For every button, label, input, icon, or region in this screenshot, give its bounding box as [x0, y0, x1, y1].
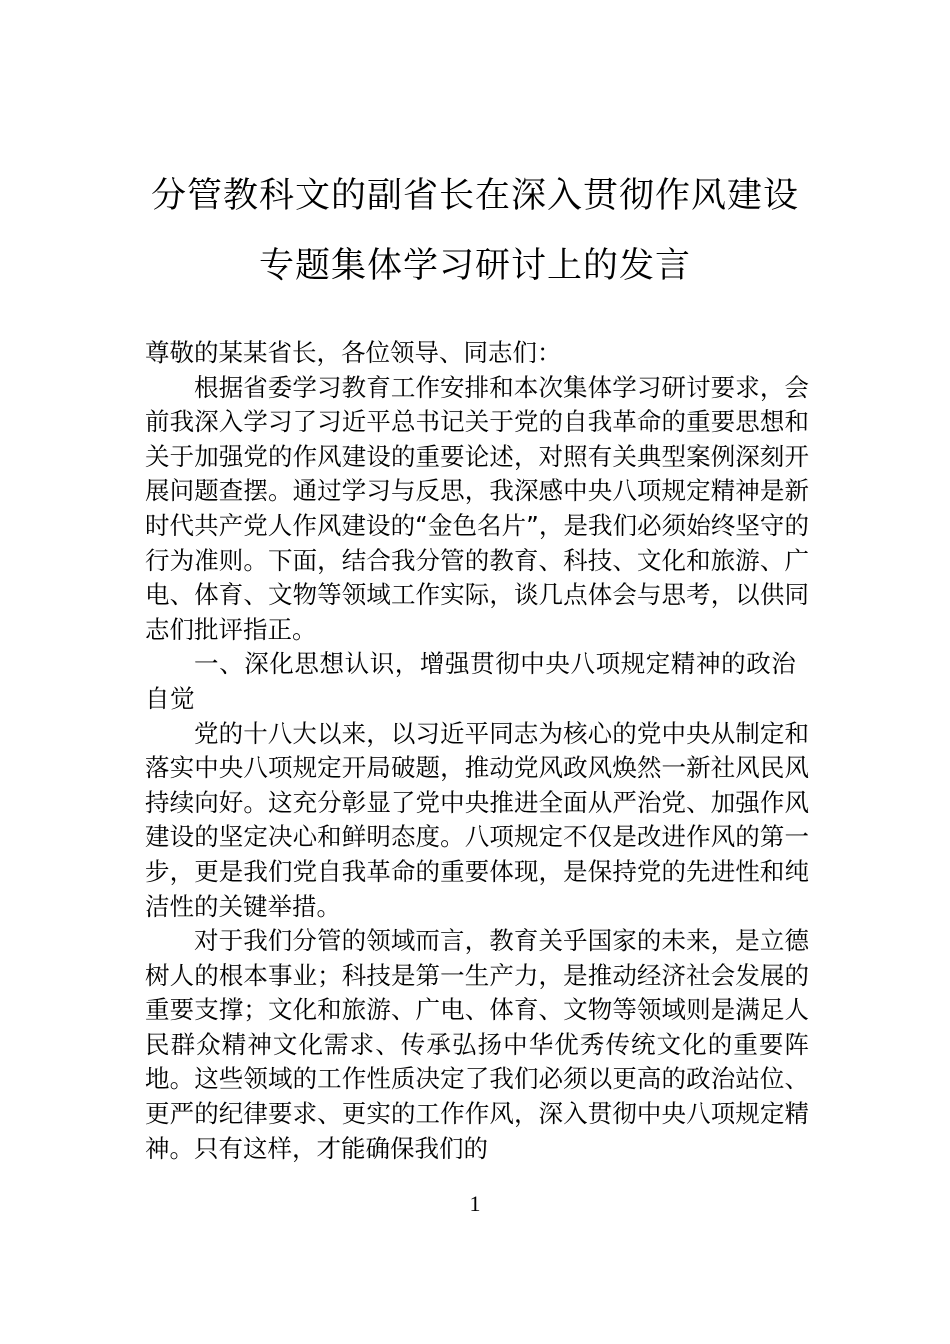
paragraph-intro: 根据省委学习教育工作安排和本次集体学习研讨要求，会前我深入学习了习近平总书记关于党的自我革命的重要思想和关于加强党的作风建设的重要论述，对照有关典型案例深刻开展问题查摆。通过学习与反思，我深感中央八项规定精神是新时代共产党人作风建设的“金色名片”，是我们必须始终坚守的行为准则。下面，结合我分管的教育、科技、文化和旅游、广电、体育、文物等领域工作实际，谈几点体会与思考，以供同志们批评指正。 — [145, 372, 809, 644]
document-title-line-2: 专题集体学习研讨上的发言 — [258, 246, 691, 286]
section-heading-1: 一、深化思想认识，增强贯彻中央八项规定精神的政治自觉 — [145, 649, 797, 713]
salutation: 尊敬的某某省长，各位领导、同志们： — [145, 338, 562, 367]
document-title-line-1: 分管教科文的副省长在深入贯彻作风建设 — [150, 176, 799, 216]
document-body — [145, 336, 809, 1166]
paragraph-fields: 对于我们分管的领域而言，教育关乎国家的未来，是立德树人的根本事业；科技是第一生产力，是推动经济社会发展的重要支撑；文化和旅游、广电、体育、文物等领域则是满足人民群众精神文化需求、传承弘扬中华优秀传统文化的重要阵地。这些领域的工作性质决定了我们必须以更高的政治站位、更严的纪律要求、更实的工作作风，深入贯彻中央八项规定精神。只有这样，才能确保我们的 — [145, 926, 809, 1163]
paragraph-background: 党的十八大以来，以习近平同志为核心的党中央从制定和落实中央八项规定开局破题，推动党风政风焕然一新社风民风持续向好。这充分彰显了党中央推进全面从严治党、加强作风建设的坚定决心和鲜明态度。八项规定不仅是改进作风的第一步，更是我们党自我革命的重要体现，是保持党的先进性和纯洁性的关键举措。 — [145, 718, 809, 921]
page-number: 1 — [469, 1191, 481, 1216]
